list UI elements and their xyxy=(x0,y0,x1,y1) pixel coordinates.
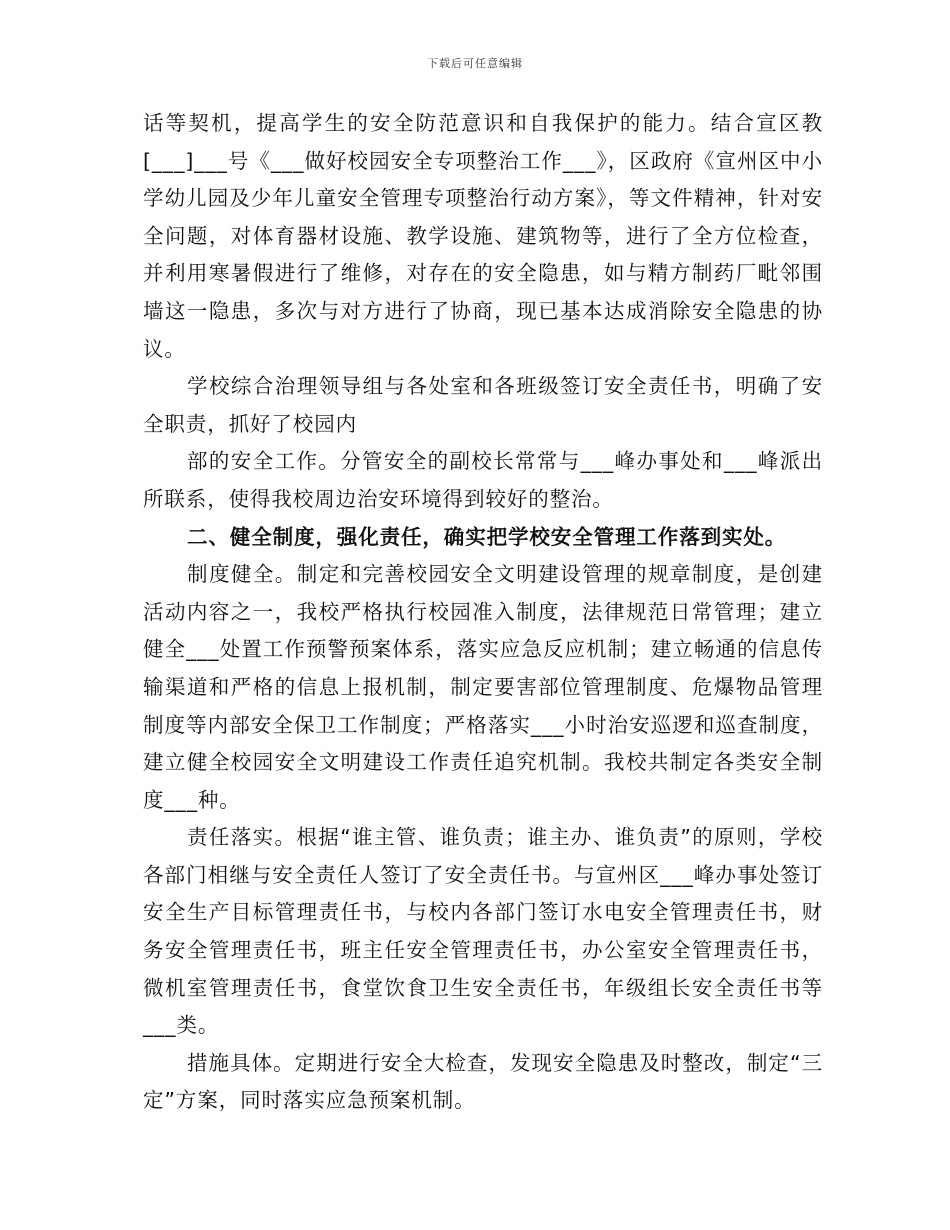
paragraph-campus-security: 部的安全工作。分管安全的副校长常常与___峰办事处和___峰派出所联系，使得我校周边治安环境得到较好的整治。 xyxy=(143,449,823,511)
paragraph-system-sound: 制度健全。制定和完善校园安全文明建设管理的规章制度，是创建活动内容之一，我校严格执行校园准入制度，法律规范日常管理；建立健全___处置工作预警预案体系，落实应急反应机制；建立畅通的信息传输渠道和严格的信息上报机制，制定要害部位管理制度、危爆物品管理制度等内部安全保卫工作制度；严格落实___小时治安巡逻和巡查制度，建立健全校园安全文明建设工作责任追究机制。我校共制定各类安全制度___种。 xyxy=(143,562,823,812)
section-heading-2: 二、健全制度，强化责任，确实把学校安全管理工作落到实处。 xyxy=(187,524,787,549)
document-body xyxy=(143,105,823,1120)
paragraph-responsibility-implemented: 责任落实。根据“谁主管、谁负责；谁主办、谁负责”的原则，学校各部门相继与安全责任人签订了安全责任书。与宣州区___峰办事处签订安全生产目标管理责任书，与校内各部门签订水电安全管理责任书，财务安全管理责任书，班主任安全管理责任书，办公室安全管理责任书，微机室管理责任书，食堂饮食卫生安全责任书，年级组长安全责任书等___类。 xyxy=(143,825,823,1038)
paragraph-safety-inspection: 话等契机，提高学生的安全防范意识和自我保护的能力。结合宣区教[___]___号《___做好校园安全专项整治工作___》，区政府《宣州区中小学幼儿园及少年儿童安全管理专项整治行动方案》，等文件精神，针对安全问题，对体育器材设施、教学设施、建筑物等，进行了全方位检查，并利用寒暑假进行了维修，对存在的安全隐患，如与精方制药厂毗邻围墙这一隐患，多次与对方进行了协商，现已基本达成消除安全隐患的协议。 xyxy=(143,111,823,361)
paragraph-responsibility-intro: 学校综合治理领导组与各处室和各班级签订安全责任书，明确了安全职责，抓好了校园内 xyxy=(143,374,823,436)
page-header: 下载后可任意编辑 xyxy=(427,57,523,70)
paragraph-measures-specific: 措施具体。定期进行安全大检查，发现安全隐患及时整改，制定“三定”方案，同时落实应急预案机制。 xyxy=(143,1050,823,1113)
